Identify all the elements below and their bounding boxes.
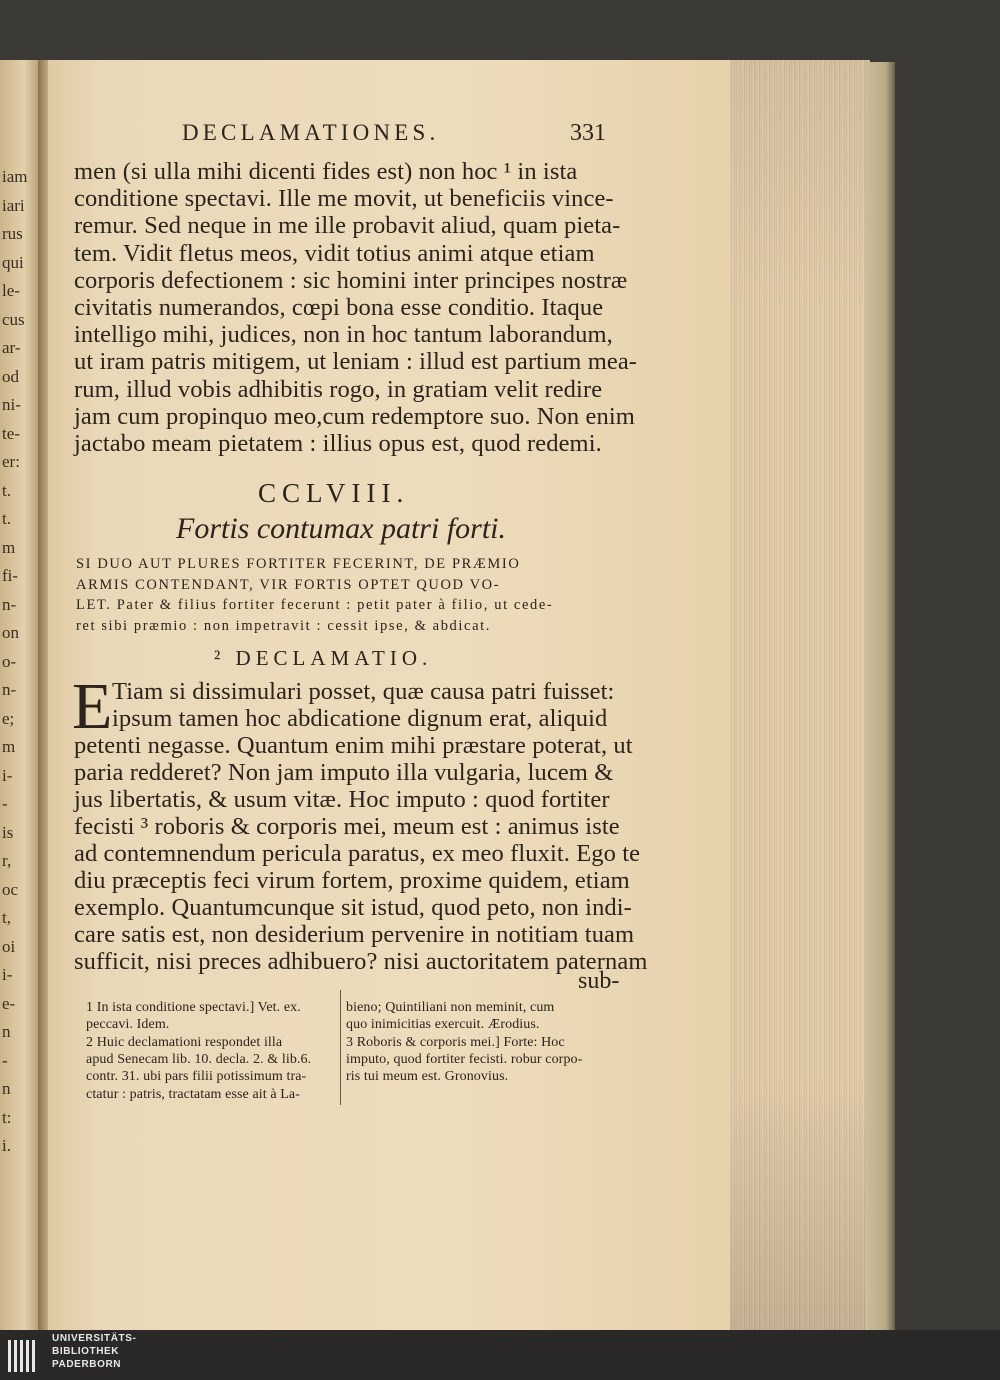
margin-fragment: n-: [2, 680, 17, 699]
margin-fragment: m: [2, 737, 16, 756]
argument-line: ARMIS CONTENDANT, VIR FORTIS OPTET QUOD VO-: [76, 576, 501, 593]
declamation-line: ipsum tamen hoc abdicatione dignum erat, aliquid: [112, 705, 608, 732]
margin-fragment: r,: [2, 851, 12, 870]
body-line: conditione spectavi. Ille me movit, ut beneficiis vince-: [74, 185, 614, 213]
footer-line-2: BIBLIOTHEK: [52, 1346, 120, 1357]
footnote-line: ctatur : patris, tractatam esse ait à La-: [86, 1086, 300, 1102]
margin-fragment: m: [2, 537, 16, 557]
declamation-line: sufficit, nisi preces adhibuero? nisi auctoritatem paternam: [74, 948, 648, 975]
declamation-title: Fortis contumax patri forti.: [176, 512, 506, 545]
margin-fragment: e;: [2, 708, 15, 728]
argument-line: LET. Pater & filius fortiter fecerunt : petit pater à filio, ut cede-: [76, 597, 554, 613]
margin-fragment: cus: [2, 309, 25, 329]
margin-fragment: is: [2, 822, 14, 842]
declamation-line: fecisti ³ roboris & corporis mei, meum est : animus iste: [74, 813, 620, 840]
margin-fragment: ar-: [2, 338, 21, 357]
footnote-line: contr. 31. ubi pars filii potissimum tra-: [86, 1069, 307, 1085]
catchword: sub-: [578, 968, 620, 994]
margin-fragment: t.: [2, 509, 11, 528]
margin-fragment: -: [2, 794, 8, 813]
margin-fragment: n: [2, 1079, 11, 1098]
running-title: DECLAMATIONES.: [182, 120, 440, 145]
page-number: 331: [570, 120, 606, 146]
footnote-line: 2 Huic declamationi respondet illa: [86, 1034, 283, 1050]
body-line: remur. Sed neque in me ille probavit aliud, quam pieta-: [74, 212, 621, 240]
declamation-line: paria redderet? Non jam imputo illa vulgaria, lucem &: [74, 759, 614, 786]
declamation-line: exemplo. Quantumcunque sit istud, quod peto, non indi-: [74, 894, 632, 921]
margin-fragment: e-: [2, 993, 16, 1013]
body-line: rum, illud vobis adhibitis rogo, in gratiam velit redire: [74, 375, 603, 403]
body-line: men (si ulla mihi dicenti fides est) non hoc ¹ in ista: [74, 158, 578, 185]
margin-fragment: le-: [2, 281, 20, 300]
footnote-line: peccavi. Idem.: [86, 1017, 170, 1033]
margin-fragment: fi-: [2, 566, 19, 585]
margin-fragment: i-: [2, 765, 13, 785]
body-line: corporis defectionem : sic homini inter principes nostræ: [74, 266, 628, 294]
margin-fragment: oc: [2, 879, 19, 899]
declamation-number: CCLVIII.: [258, 478, 410, 508]
argument-line: SI DUO AUT PLURES FORTITER FECERINT, DE PRÆMIO: [76, 556, 521, 572]
footer-line-1: UNIVERSITÄTS-: [52, 1333, 137, 1344]
body-line: tem. Vidit fletus meos, vidit totius animi atque etiam: [74, 239, 595, 267]
footnote-line: imputo, quod fortiter fecisti. robur corpo-: [346, 1051, 583, 1067]
margin-fragment: i.: [2, 1136, 11, 1155]
footnote-line: quo inimicitias exercuit. Ærodius.: [346, 1017, 540, 1033]
margin-fragment: iari: [2, 195, 25, 215]
margin-fragment: i-: [2, 965, 13, 984]
declamation-line: diu præceptis feci virum fortem, proxime quidem, etiam: [74, 867, 630, 894]
argument-line: ret sibi præmio : non impetravit : cessit ipse, & abdicat.: [76, 617, 491, 634]
footnote-line: 3 Roboris & corporis mei.] Forte: Hoc: [346, 1034, 565, 1050]
margin-fragment: n-: [2, 594, 17, 614]
margin-fragment: oi: [2, 936, 16, 956]
declamation-line: care satis est, non desiderium pervenire in notitiam tuam: [74, 921, 635, 948]
margin-fragment: on: [2, 623, 19, 642]
library-logo-icon: [6, 1336, 42, 1376]
declamation-line: jus libertatis, & usum vitæ. Hoc imputo : quod fortiter: [74, 786, 610, 813]
margin-fragment: rus: [2, 224, 23, 243]
body-line: jam cum propinquo meo,cum redemptore suo. Non enim: [74, 402, 635, 430]
declamation-heading: ² DECLAMATIO.: [214, 646, 433, 670]
margin-fragment: o-: [2, 651, 17, 671]
footer-line-3: PADERBORN: [52, 1359, 122, 1370]
margin-fragment: -: [2, 1050, 8, 1070]
margin-fragment: iam: [2, 167, 28, 186]
body-line: ut iram patris mitigem, ut leniam : illud est partium mea-: [74, 348, 638, 376]
margin-fragment: te-: [2, 423, 20, 443]
book-cover-edge: [865, 62, 895, 1330]
page-fore-edge: [730, 60, 870, 1330]
footnote-line: apud Senecam lib. 10. decla. 2. & lib.6.: [86, 1051, 312, 1067]
body-line: civitatis numerandos, cœpi bona esse conditio. Itaque: [74, 294, 604, 321]
footnote-line: bieno; Quintiliani non meminit, cum: [346, 1000, 555, 1015]
drop-cap: E: [72, 670, 113, 743]
margin-fragment: t,: [2, 908, 11, 927]
declamation-line: petenti negasse. Quantum enim mihi præstare poterat, ut: [74, 732, 633, 759]
notes-column-divider: [340, 990, 341, 1105]
margin-fragment: t.: [2, 480, 11, 500]
margin-fragment: qui: [2, 252, 24, 272]
footnote-line: ris tui meum est. Gronovius.: [346, 1069, 509, 1085]
margin-fragment: ni-: [2, 395, 21, 414]
body-line: jactabo meam pietatem : illius opus est, quod redemi.: [74, 430, 602, 457]
library-footer: [0, 1330, 1000, 1380]
declamation-line: ad contemnendum pericula paratus, ex meo fluxit. Ego te: [74, 840, 641, 867]
margin-fragment: n: [2, 1022, 11, 1041]
declamation-line: Tiam si dissimulari posset, quæ causa patri fuisset:: [112, 678, 615, 705]
body-line: intelligo mihi, judices, non in hoc tantum laborandum,: [74, 321, 613, 349]
left-margin-fragments: [0, 60, 42, 1160]
margin-fragment: od: [2, 366, 19, 386]
footnote-line: 1 In ista conditione spectavi.] Vet. ex.: [86, 1000, 301, 1015]
margin-fragment: t:: [2, 1107, 12, 1127]
margin-fragment: er:: [2, 452, 20, 471]
